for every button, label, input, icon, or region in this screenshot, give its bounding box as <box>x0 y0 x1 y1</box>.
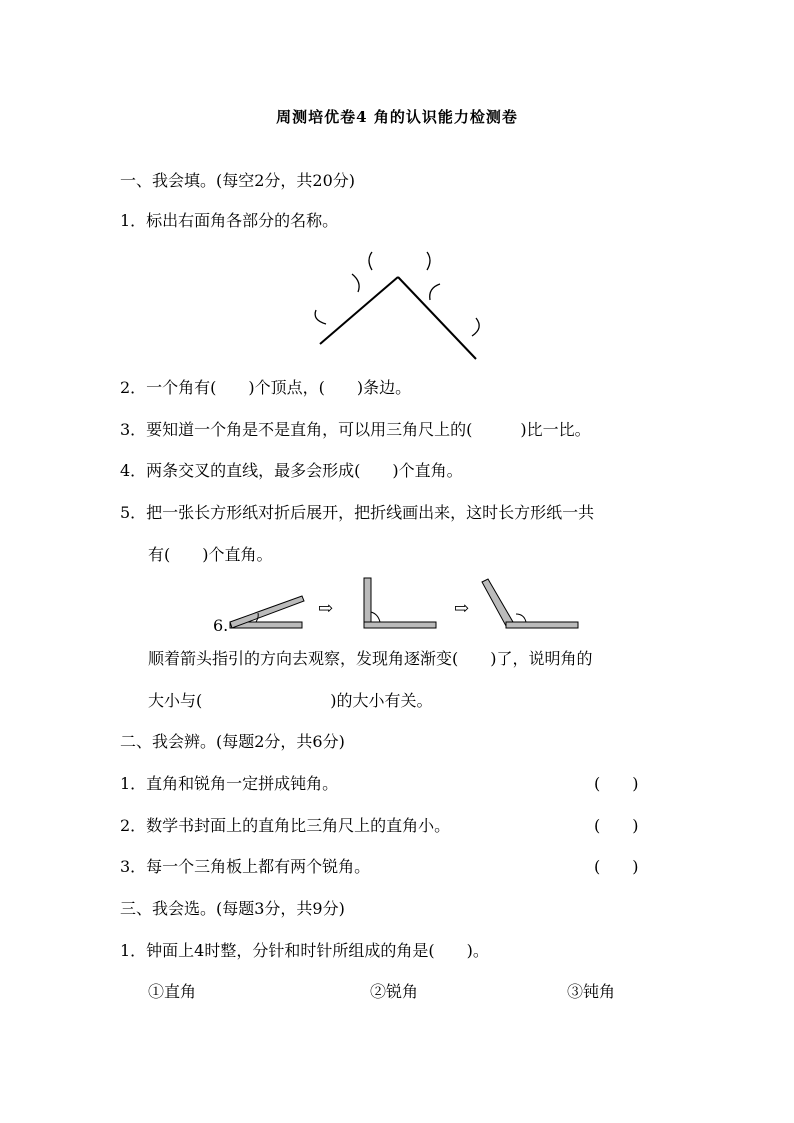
angle-stage-obtuse <box>482 579 578 628</box>
question-1-5-line2: 有( )个直角。 <box>148 545 273 564</box>
side-label-right-open <box>430 284 440 300</box>
judge-question-2: 2．数学书封面上的直角比三角尺上的直角小。 <box>120 816 451 835</box>
vertex-label-left-bracket <box>369 252 372 270</box>
angle-stage-small <box>230 596 304 628</box>
question-1-2: 2．一个角有( )个顶点，( )条边。 <box>120 378 412 397</box>
side-label-far-right <box>472 318 479 336</box>
side-label-left-open <box>352 274 359 292</box>
question-1-6-line1: 顺着箭头指引的方向去观察，发现角逐渐变( )了，说明角的 <box>148 649 593 668</box>
question-1-6-line2: 大小与( )的大小有关。 <box>148 691 433 710</box>
judge-answer-3: ( ) <box>594 857 639 876</box>
judge-question-1: 1．直角和锐角一定拼成钝角。 <box>120 774 339 793</box>
side-label-far-left <box>315 310 326 324</box>
angle-right-side <box>398 277 476 359</box>
vertex-label-right-bracket <box>427 252 430 270</box>
question-1-5-line1: 5．把一张长方形纸对折后展开，把折线画出来，这时长方形纸一共 <box>120 503 595 522</box>
section1-heading: 一、我会填。(每空2分，共20分) <box>120 171 356 190</box>
angle-opening-figure <box>226 574 582 634</box>
section3-heading: 三、我会选。(每题3分，共9分) <box>120 899 345 918</box>
judge-answer-1: ( ) <box>594 774 639 793</box>
page-title: 周测培优卷4 角的认识能力检测卷 <box>276 108 518 126</box>
question-1-4: 4．两条交叉的直线，最多会形成( )个直角。 <box>120 461 463 480</box>
arrow-icon: ⇨ <box>454 598 470 619</box>
question-1-1: 1．标出右面角各部分的名称。 <box>120 211 339 230</box>
section2-heading: 二、我会辨。(每题2分，共6分) <box>120 732 345 751</box>
judge-question-3: 3．每一个三角板上都有两个锐角。 <box>120 857 371 876</box>
question-1-6-number: 6. <box>213 616 229 635</box>
question-1-3: 3．要知道一个角是不是直角，可以用三角尺上的( )比一比。 <box>120 420 591 439</box>
angle-stage-right <box>364 578 436 628</box>
choice-option-1: ①直角 <box>148 982 197 1001</box>
choice-question-1: 1．钟面上4时整，分针和时针所组成的角是( )。 <box>120 941 489 960</box>
arrow-icon: ⇨ <box>318 598 334 619</box>
choice-option-2: ②锐角 <box>370 982 419 1001</box>
choice-option-3: ③钝角 <box>567 982 616 1001</box>
angle-figure <box>300 244 500 364</box>
judge-answer-2: ( ) <box>594 816 639 835</box>
